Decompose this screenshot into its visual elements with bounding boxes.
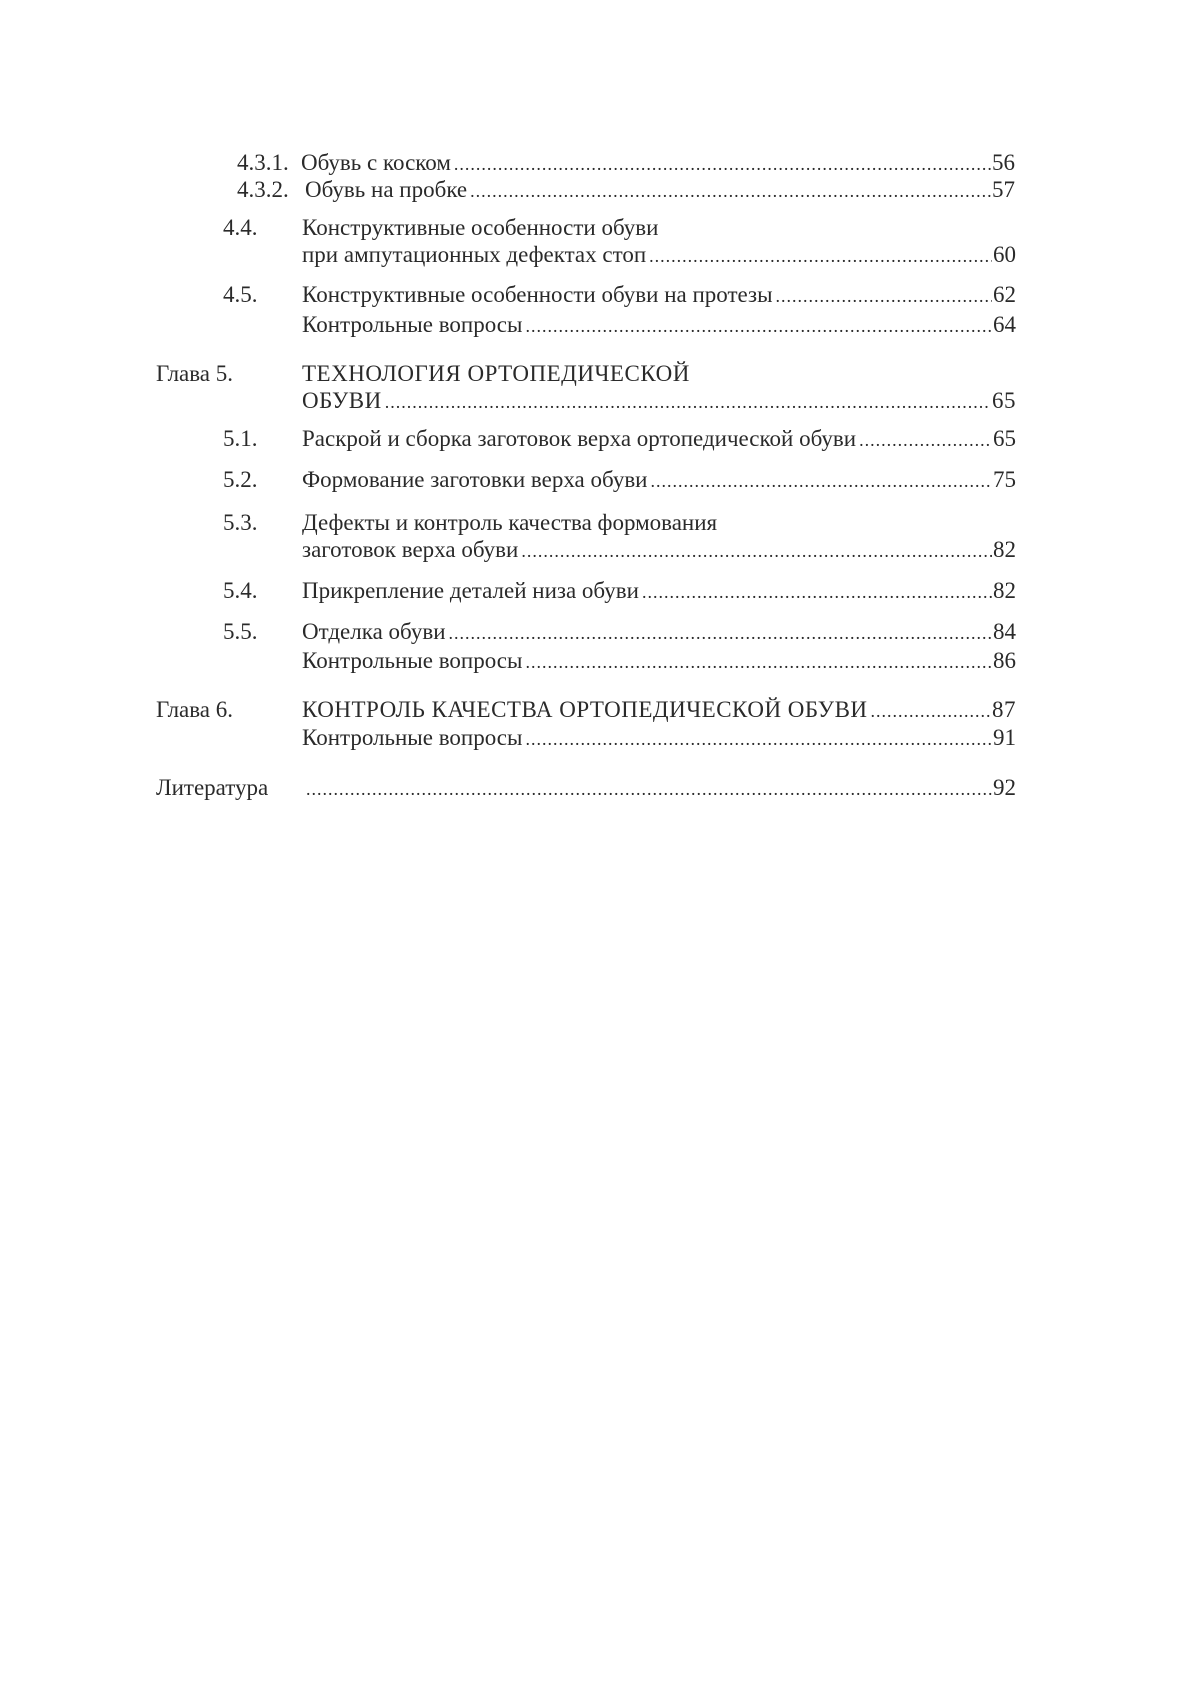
dot-leader	[649, 242, 992, 269]
toc-line	[302, 725, 1016, 751]
toc-page-number: 91	[993, 725, 1016, 750]
toc-number: 4.4.	[223, 215, 258, 240]
toc-title-line-2: ОБУВИ	[302, 388, 382, 413]
dot-leader	[871, 697, 991, 724]
toc-number: 4.3.1.	[237, 150, 289, 175]
toc-line	[302, 282, 1016, 308]
toc-line	[302, 537, 1016, 563]
toc-page-number: 92	[993, 775, 1016, 800]
toc-line	[305, 177, 1015, 203]
toc-title: Формование заготовки верха обуви	[302, 467, 648, 492]
toc-chapter-number: Глава 6.	[156, 697, 234, 722]
toc-page-number: 57	[992, 177, 1015, 202]
dot-leader	[651, 467, 993, 494]
toc-line	[302, 388, 1016, 414]
dot-leader	[521, 537, 992, 564]
toc-title-line-1: Дефекты и контроль качества формования	[302, 510, 718, 535]
dot-leader	[449, 619, 992, 646]
toc-number: 5.4.	[223, 578, 258, 603]
toc-line	[302, 648, 1016, 674]
dot-leader	[470, 177, 991, 204]
dot-leader	[525, 312, 992, 339]
toc-line	[301, 150, 1015, 176]
toc-title: Раскрой и сборка заготовок верха ортопедической обуви	[302, 426, 857, 451]
toc-page-number: 64	[993, 312, 1016, 337]
toc-line	[302, 578, 1016, 604]
dot-leader	[642, 578, 992, 605]
toc-page-number: 87	[992, 697, 1016, 722]
toc-chapter-number: Глава 5.	[156, 361, 234, 386]
toc-page-number: 60	[993, 242, 1016, 267]
toc-title: Обувь на пробке	[305, 177, 468, 202]
dot-leader	[525, 648, 992, 675]
toc-title-line-2: при ампутационных дефектах стоп	[302, 242, 647, 267]
dot-leader	[859, 426, 992, 453]
dot-leader	[306, 775, 992, 802]
toc-page-number: 56	[992, 150, 1015, 175]
toc-page-number: 82	[993, 537, 1016, 562]
toc-title: Контрольные вопросы	[302, 725, 523, 750]
toc-line	[302, 467, 1016, 493]
toc-line	[302, 312, 1016, 338]
toc-title: Обувь с коском	[301, 150, 451, 175]
toc-title: Контрольные вопросы	[302, 648, 523, 673]
dot-leader	[385, 388, 991, 415]
toc-number: 4.5.	[223, 282, 258, 307]
toc-page-number: 65	[993, 426, 1016, 451]
toc-number: 5.2.	[223, 467, 258, 492]
toc-line	[302, 619, 1016, 645]
toc-title: Отделка обуви	[302, 619, 446, 644]
toc-number: 5.5.	[223, 619, 258, 644]
dot-leader	[776, 282, 992, 309]
toc-title: Конструктивные особенности обуви на протезы	[302, 282, 773, 307]
toc-line	[306, 775, 1016, 801]
toc-title: Литература	[156, 775, 269, 800]
toc-line	[302, 242, 1016, 268]
toc-page-number: 65	[992, 388, 1016, 413]
toc-page-number: 82	[993, 578, 1016, 603]
toc-title: Контрольные вопросы	[302, 312, 523, 337]
toc-title-line-2: заготовок верха обуви	[302, 537, 519, 562]
toc-page-number: 84	[993, 619, 1016, 644]
toc-title: КОНТРОЛЬ КАЧЕСТВА ОРТОПЕДИЧЕСКОЙ ОБУВИ	[302, 697, 868, 722]
toc-number: 5.1.	[223, 426, 258, 451]
toc-line	[302, 426, 1016, 452]
dot-leader	[525, 725, 992, 752]
dot-leader	[454, 150, 991, 177]
toc-page-number: 75	[993, 467, 1016, 492]
toc-title-line-1: Конструктивные особенности обуви	[302, 215, 659, 240]
toc-page-number: 62	[993, 282, 1016, 307]
toc-number: 5.3.	[223, 510, 258, 535]
toc-title-line-1: ТЕХНОЛОГИЯ ОРТОПЕДИЧЕСКОЙ	[302, 361, 690, 386]
toc-page-number: 86	[993, 648, 1016, 673]
toc-title: Прикрепление деталей низа обуви	[302, 578, 639, 603]
toc-number: 4.3.2.	[237, 177, 289, 202]
toc-line	[302, 697, 1016, 723]
